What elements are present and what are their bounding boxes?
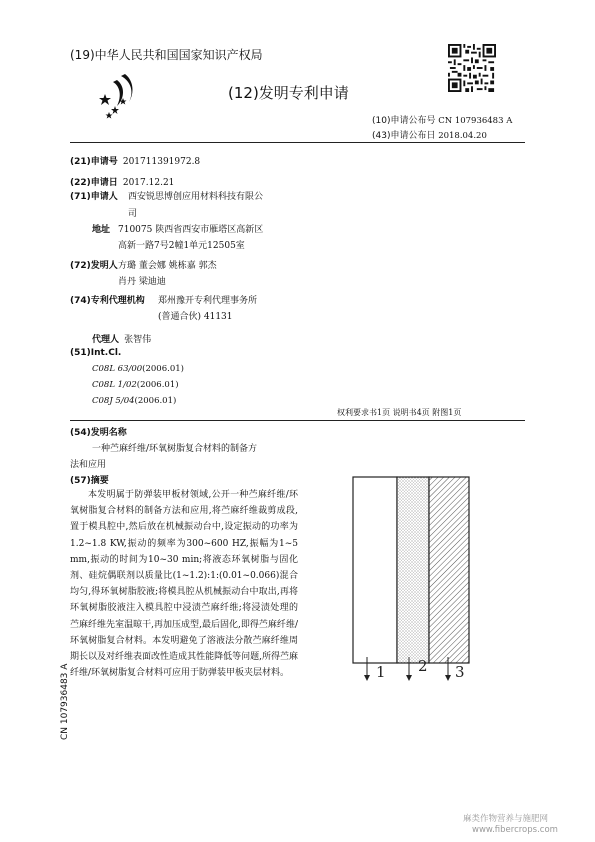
sipo-emblem-icon [95, 72, 140, 122]
inventor-label: (72)发明人 [70, 261, 118, 271]
abstract-label: (57)摘要 [70, 476, 109, 486]
layer-2 [397, 477, 429, 663]
office-name: (19)中华人民共和国国家知识产权局 [70, 48, 263, 62]
qr-code-icon [448, 44, 496, 92]
address-line1: 710075 陕西省西安市雁塔区高新区 [118, 225, 264, 235]
address-label: 地址 [92, 225, 111, 235]
publication-date: (43)申请公布日 2018.04.20 [372, 131, 487, 141]
figure-label-2: 2 [418, 657, 428, 675]
ipc-entry: C08L 1/02(2006.01) [92, 380, 179, 390]
agency-line2: (普通合伙) 41131 [158, 312, 233, 322]
page-counts: 权利要求书1页 说明书4页 附图1页 [337, 408, 462, 417]
figure-label-1: 1 [376, 663, 386, 681]
agency-label: (74)专利代理机构 [70, 296, 145, 306]
figure-label-3: 3 [455, 663, 465, 681]
agent-row: 代理人 张智伟 [92, 335, 152, 345]
header-divider [70, 142, 525, 143]
applicant-line1: 西安锐思博创应用材料科技有限公 [128, 192, 264, 202]
layer-3 [429, 477, 469, 663]
publication-number: (10)申请公布号 CN 107936483 A [372, 116, 513, 126]
document-type: (12)发明专利申请 [228, 84, 349, 102]
address-line2: 高新一路7号2幢1单元12505室 [118, 241, 245, 251]
agency-line1: 郑州豫开专利代理事务所 [158, 296, 258, 306]
abstract-text: 本发明属于防弹装甲板材领域,公开一种苎麻纤维/环氧树脂复合材料的制备方法和应用,将苎麻纤维裁剪成段,置于模具腔中,然后放在机械振动台中,设定振动的功率为1.2~1.8 KW,振动的频率为300~600 HZ,振幅为1~5 mm,振动的时间为10~30 min;将液态环氧树脂与固化剂、硅烷偶联剂以质量比(1~1.2):1:(0.01~0.066)混合均匀,得环氧树脂胶液;将模具腔从机械振动台中取出,再将环氧树脂胶液注入模具腔中浸渍苎麻纤维;将浸渍处理的苎麻纤维先室温晾干,再加压成型,最后固化,即得苎麻纤维/环氧树脂复合材料。本发明避免了溶液法分散苎麻纤维周期长以及对纤维表面改性造成其性能降低等问题,所得苎麻纤维/环氧树脂复合材料可应用于防弹装甲板夹层材料。 [70, 490, 298, 679]
ipc-entry: C08L 63/00(2006.01) [92, 364, 184, 374]
watermark-line2: www.fibercrops.com [472, 825, 558, 835]
invention-name-line1: 一种苎麻纤维/环氧树脂复合材料的制备方 [92, 444, 258, 454]
applicant-label: (71)申请人 [70, 192, 118, 202]
application-number-row: (21)申请号 201711391972.8 [70, 157, 201, 167]
application-date-row: (22)申请日 2017.12.21 [70, 178, 175, 188]
ipc-entry: C08J 5/04(2006.01) [92, 396, 177, 406]
watermark-line1: 麻类作物营养与施肥网 [463, 814, 549, 824]
biblio-divider [70, 420, 525, 421]
inventor-line2: 肖丹 梁迪迪 [118, 277, 166, 287]
layer-1 [353, 477, 397, 663]
inventor-line1: 方璐 董会娜 姚栋嘉 郭杰 [118, 261, 217, 271]
side-publication-code: CN 107936483 A [60, 663, 70, 740]
layer-diagram [348, 465, 478, 685]
int-cl-label: (51)Int.Cl. [70, 348, 122, 358]
applicant-line2: 司 [128, 209, 138, 219]
invention-name-label: (54)发明名称 [70, 428, 127, 438]
invention-name-line2: 法和应用 [70, 460, 107, 470]
